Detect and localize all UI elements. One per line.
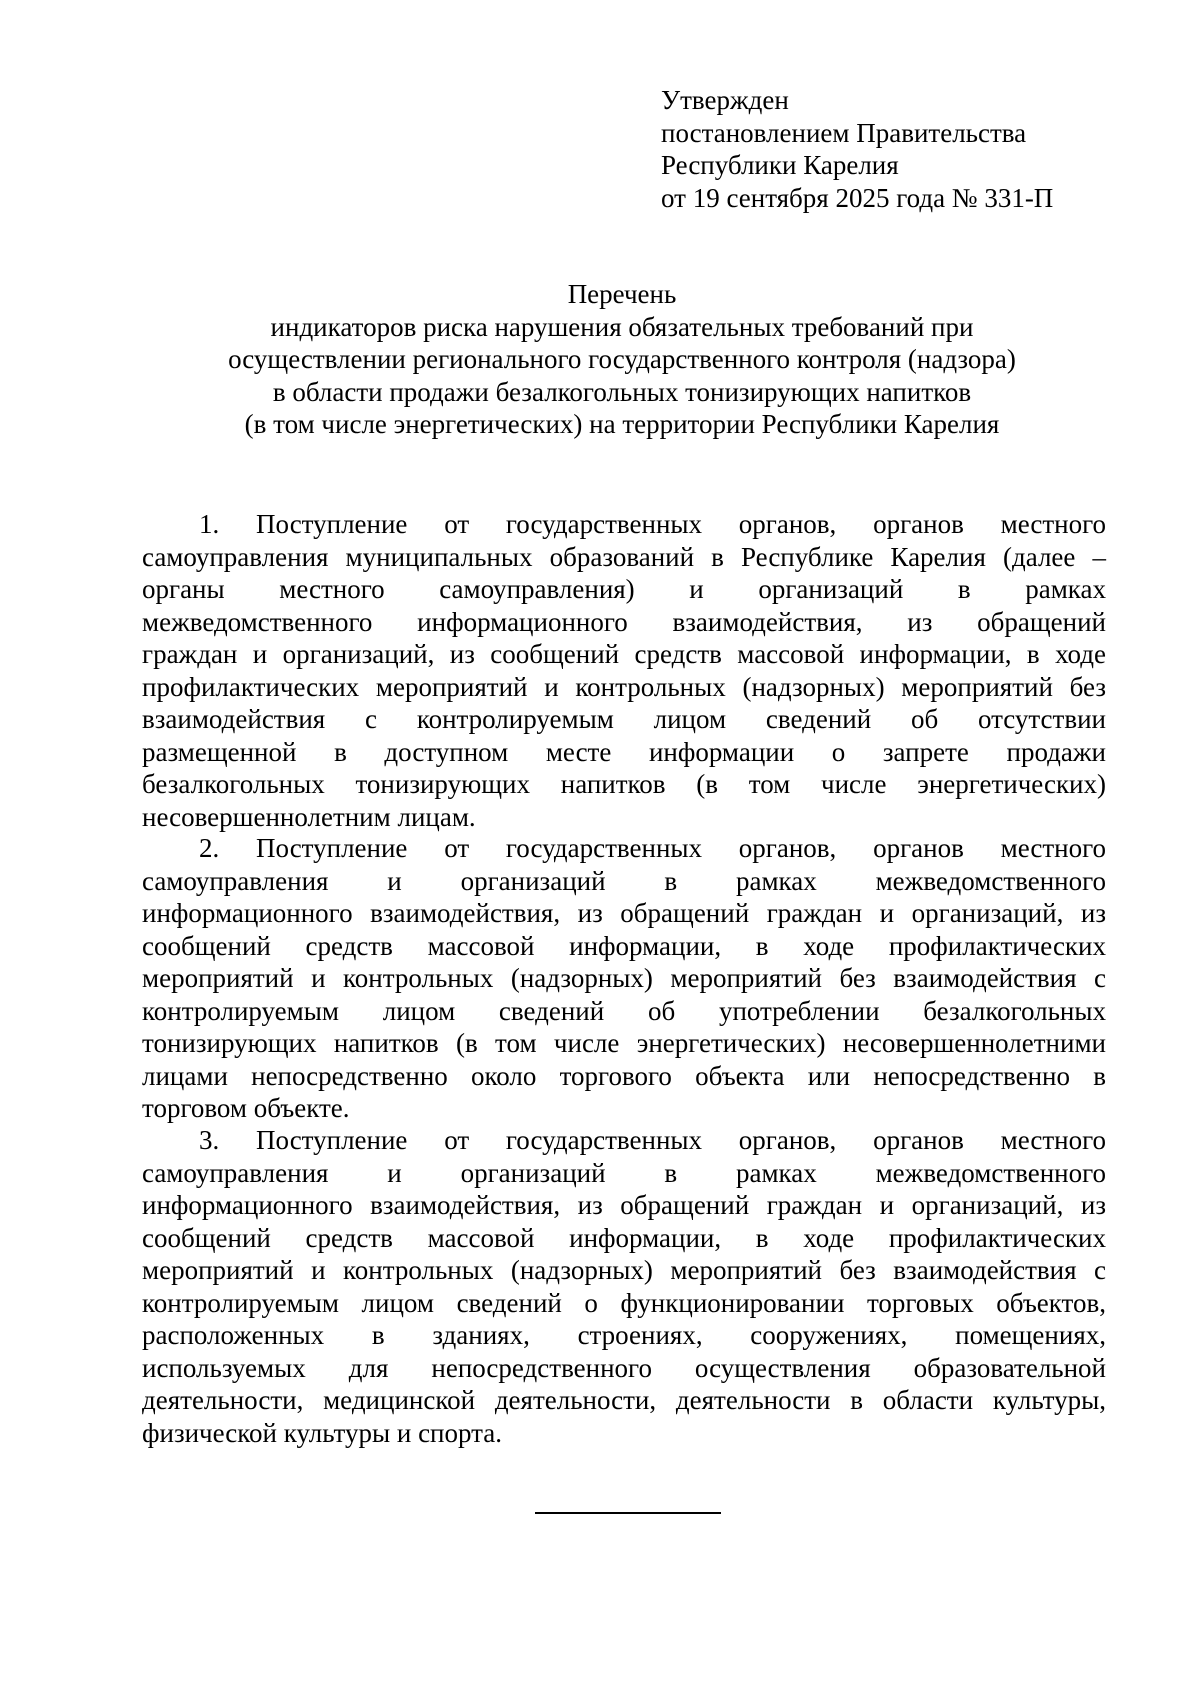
text-line: 2. Поступление от государственных органов, органов местного: [199, 833, 1106, 863]
text-line: размещенной в доступном месте информации о запрете продажи: [142, 736, 1106, 767]
text-line: органы местного самоуправления) и организаций в рамках: [142, 574, 1106, 604]
text-line: 3. Поступление от государственных органов, органов местного: [199, 1125, 1106, 1155]
text-line: в области продажи безалкогольных тонизирующих напитков: [272, 376, 972, 407]
text-line: от 19 сентября 2025 года № 331-П: [661, 182, 1054, 213]
text-line: самоуправления и организаций в рамках межведомственного: [142, 1157, 1106, 1188]
text-line: лицами непосредственно около торгового объекта или непосредственно в: [142, 1060, 1106, 1091]
text-line: самоуправления и организаций в рамках межведомственного: [142, 865, 1106, 896]
text-line: межведомственного информационного взаимодействия, из обращений: [142, 606, 1106, 637]
text-line: Республики Карелия: [661, 150, 899, 180]
text-line: физической культуры и спорта.: [142, 1417, 503, 1448]
text-line: Перечень: [567, 279, 677, 309]
text-line: информационного взаимодействия, из обращений граждан и организаций, из: [142, 1190, 1106, 1220]
text-line: сообщений средств массовой информации, в ходе профилактических: [142, 1222, 1106, 1253]
text-line: самоуправления муниципальных образований в Республике Карелия (далее –: [142, 541, 1106, 572]
list-item-3: [142, 1124, 1106, 1449]
text-line: граждан и организаций, из сообщений средств массовой информации, в ходе: [142, 639, 1106, 669]
text-line: информационного взаимодействия, из обращений граждан и организаций, из: [142, 898, 1106, 928]
text-line: Утвержден: [661, 85, 789, 115]
text-line: сообщений средств массовой информации, в ходе профилактических: [142, 930, 1106, 961]
text-line: (в том числе энергетических) на территории Республики Карелия: [244, 409, 1000, 439]
text-line: мероприятий и контрольных (надзорных) мероприятий без взаимодействия с: [142, 963, 1106, 993]
text-line: несовершеннолетним лицам.: [142, 801, 476, 832]
list-item-1: [142, 508, 1106, 833]
document-title: [0, 278, 1200, 441]
approval-stamp: [661, 84, 1053, 214]
text-line: тонизирующих напитков (в том числе энергетических) несовершеннолетними: [142, 1028, 1106, 1058]
text-line: мероприятий и контрольных (надзорных) мероприятий без взаимодействия с: [142, 1255, 1106, 1285]
text-line: профилактических мероприятий и контрольных (надзорных) мероприятий без: [142, 671, 1106, 702]
text-line: используемых для непосредственного осуществления образовательной: [142, 1352, 1106, 1383]
text-line: осуществлении регионального государственного контроля (надзора): [228, 344, 1016, 374]
text-line: контролируемым лицом сведений об употреблении безалкогольных: [142, 995, 1106, 1026]
closing-divider-line: [535, 1512, 721, 1514]
text-line: безалкогольных тонизирующих напитков (в том числе энергетических): [142, 769, 1106, 799]
text-line: постановлением Правительства: [661, 117, 1027, 148]
text-line: 1. Поступление от государственных органов, органов местного: [199, 509, 1106, 539]
text-line: индикаторов риска нарушения обязательных требований при: [270, 311, 974, 342]
list-item-2: [142, 832, 1106, 1125]
text-line: контролируемым лицом сведений о функционировании торговых объектов,: [142, 1287, 1106, 1318]
text-line: взаимодействия с контролируемым лицом сведений об отсутствии: [142, 704, 1106, 734]
text-line: расположенных в зданиях, строениях, сооружениях, помещениях,: [142, 1320, 1106, 1350]
text-line: деятельности, медицинской деятельности, деятельности в области культуры,: [142, 1385, 1106, 1415]
text-line: торговом объекте.: [142, 1093, 350, 1123]
